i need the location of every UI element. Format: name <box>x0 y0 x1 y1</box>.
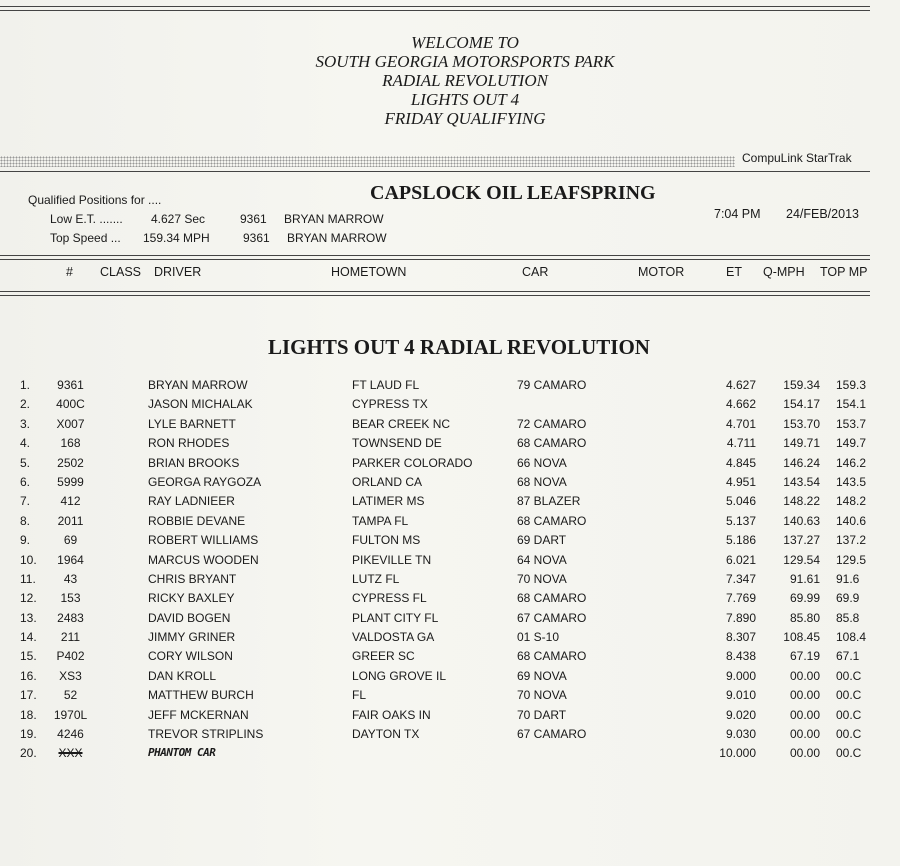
class-title: CAPSLOCK OIL LEAFSPRING <box>370 182 656 204</box>
result-car: 68 CAMARO <box>517 649 587 664</box>
result-hometown: BEAR CREEK NC <box>352 416 451 431</box>
result-driver: GEORGA RAYGOZA <box>148 474 262 489</box>
result-car-number: 4246 <box>57 727 84 742</box>
result-driver: PHANTOM CAR <box>148 746 216 760</box>
result-car-number: 168 <box>60 436 81 451</box>
result-car: 64 NOVA <box>517 552 567 567</box>
result-top-mph: 149.7 <box>836 436 867 451</box>
section-rule <box>0 171 870 172</box>
result-et: 9.010 <box>725 688 756 703</box>
result-car: 68 CAMARO <box>517 591 587 606</box>
col-car: CAR <box>522 265 549 279</box>
result-car: 01 S-10 <box>517 630 560 645</box>
result-driver: CORY WILSON <box>148 649 233 664</box>
result-car-number: 1970L <box>53 707 88 722</box>
result-row <box>0 494 900 513</box>
result-row <box>0 630 900 649</box>
result-top-mph: 159.3 <box>836 378 867 392</box>
col-num: # <box>66 265 73 279</box>
result-top-mph: 00.C <box>836 707 862 722</box>
top-speed-value: 159.34 MPH <box>143 231 210 245</box>
result-hometown: PLANT CITY FL <box>352 610 439 625</box>
result-position: 12. <box>20 591 37 606</box>
top-rule <box>0 6 870 7</box>
header-line-2: SOUTH GEORGIA MOTORSPORTS PARK <box>315 52 615 71</box>
result-qmph: 00.00 <box>789 746 820 761</box>
result-et: 4.845 <box>725 455 756 470</box>
result-hometown: FT LAUD FL <box>352 378 420 392</box>
result-row <box>0 436 900 455</box>
result-car: 87 BLAZER <box>517 494 581 509</box>
result-car: 70 DART <box>517 707 567 722</box>
result-position: 8. <box>20 513 31 528</box>
qualified-label: Qualified Positions for .... <box>28 193 162 207</box>
result-hometown: CYPRESS FL <box>352 591 427 606</box>
result-hometown: LUTZ FL <box>352 571 400 586</box>
result-et: 4.662 <box>725 397 756 412</box>
result-car-number: 211 <box>60 630 81 645</box>
event-header <box>250 33 680 128</box>
result-position: 3. <box>20 416 31 431</box>
low-et-label: Low E.T. ....... <box>50 212 123 226</box>
result-car-number: P402 <box>56 649 85 664</box>
result-position: 6. <box>20 474 31 489</box>
result-driver: BRYAN MARROW <box>148 378 248 392</box>
result-car-number: X007 <box>56 416 85 431</box>
results-table <box>0 378 900 766</box>
result-top-mph: 00.C <box>836 727 862 742</box>
result-driver: TREVOR STRIPLINS <box>148 727 264 742</box>
result-row <box>0 727 900 746</box>
result-driver: ROBBIE DEVANE <box>148 513 246 528</box>
result-qmph: 00.00 <box>789 688 820 703</box>
result-top-mph: 67.1 <box>836 649 860 664</box>
result-hometown: VALDOSTA GA <box>352 630 435 645</box>
result-top-mph: 140.6 <box>836 513 867 528</box>
result-et: 8.307 <box>725 630 756 645</box>
result-qmph: 143.54 <box>783 474 820 489</box>
result-qmph: 91.61 <box>789 571 820 586</box>
result-hometown: TOWNSEND DE <box>352 436 442 451</box>
result-car-number: 43 <box>63 571 78 586</box>
low-et-value: 4.627 Sec <box>151 212 206 226</box>
result-position: 2. <box>20 397 31 412</box>
result-et: 8.438 <box>725 649 756 664</box>
result-position: 10. <box>20 552 37 567</box>
col-qmph: Q-MPH <box>763 265 805 279</box>
result-car: 72 CAMARO <box>517 416 587 431</box>
result-driver: DAN KROLL <box>148 668 217 683</box>
result-top-mph: 108.4 <box>836 630 867 645</box>
result-car: 68 NOVA <box>517 474 567 489</box>
header-line-5: FRIDAY QUALIFYING <box>384 109 546 128</box>
result-row <box>0 456 900 475</box>
result-hometown: FAIR OAKS IN <box>352 707 431 722</box>
result-hometown: GREER SC <box>352 649 415 664</box>
result-car: 69 DART <box>517 533 567 548</box>
result-qmph: 129.54 <box>783 552 820 567</box>
result-car: 67 CAMARO <box>517 610 587 625</box>
column-rule-top-2 <box>0 259 870 260</box>
result-car-number: 2483 <box>57 610 84 625</box>
result-position: 20. <box>20 746 37 761</box>
result-car-number: XS3 <box>59 668 82 683</box>
result-car: 79 CAMARO <box>517 378 587 392</box>
column-rule-bottom-2 <box>0 295 870 296</box>
result-et: 5.186 <box>725 533 756 548</box>
result-et: 9.020 <box>725 707 756 722</box>
top-speed-driver: BRYAN MARROW <box>287 231 387 245</box>
result-driver: MATTHEW BURCH <box>148 688 254 703</box>
result-car-number: 1964 <box>57 552 84 567</box>
header-line-4: LIGHTS OUT 4 <box>410 90 520 109</box>
result-driver: RON RHODES <box>148 436 230 451</box>
result-car-number: 69 <box>63 533 78 548</box>
result-hometown: PIKEVILLE TN <box>352 552 432 567</box>
result-row <box>0 611 900 630</box>
result-car-number: 153 <box>60 591 81 606</box>
result-et: 4.701 <box>725 416 756 431</box>
result-position: 16. <box>20 668 37 683</box>
result-car-number: 400C <box>56 397 85 412</box>
result-car-number: 2011 <box>57 513 84 528</box>
result-qmph: 146.24 <box>783 455 820 470</box>
result-row <box>0 533 900 552</box>
result-driver: JEFF MCKERNAN <box>148 707 249 722</box>
result-top-mph: 148.2 <box>836 494 867 509</box>
result-car: 68 CAMARO <box>517 513 587 528</box>
result-car: 70 NOVA <box>517 688 567 703</box>
col-et: ET <box>726 265 742 279</box>
result-driver: MARCUS WOODEN <box>148 552 259 567</box>
result-row <box>0 417 900 436</box>
result-row <box>0 514 900 533</box>
result-car-number: 412 <box>60 494 81 509</box>
result-row <box>0 669 900 688</box>
result-row <box>0 746 900 765</box>
result-position: 11. <box>20 571 36 586</box>
col-topmph: TOP MP <box>820 265 868 279</box>
result-car: 67 CAMARO <box>517 727 587 742</box>
result-qmph: 140.63 <box>783 513 820 528</box>
result-car: 69 NOVA <box>517 668 567 683</box>
header-line-1: WELCOME TO <box>411 33 519 52</box>
result-car-number: 9361 <box>57 378 84 392</box>
result-hometown: PARKER COLORADO <box>352 455 473 470</box>
result-et: 7.769 <box>725 591 756 606</box>
result-hometown: DAYTON TX <box>352 727 420 742</box>
result-driver: LYLE BARNETT <box>148 416 236 431</box>
result-row <box>0 378 900 397</box>
system-label: CompuLink StarTrak <box>742 151 852 165</box>
column-rule-bottom <box>0 291 870 292</box>
result-row <box>0 475 900 494</box>
result-driver: JIMMY GRINER <box>148 630 236 645</box>
result-et: 7.347 <box>725 571 756 586</box>
result-qmph: 153.70 <box>783 416 820 431</box>
result-position: 19. <box>20 727 37 742</box>
result-hometown: FL <box>352 688 367 703</box>
result-car: 66 NOVA <box>517 455 567 470</box>
section-title: LIGHTS OUT 4 RADIAL REVOLUTION <box>268 335 650 359</box>
result-qmph: 108.45 <box>783 630 820 645</box>
result-qmph: 85.80 <box>789 610 820 625</box>
result-top-mph: 146.2 <box>836 455 867 470</box>
result-top-mph: 154.1 <box>836 397 867 412</box>
result-driver: ROBERT WILLIAMS <box>148 533 259 548</box>
result-top-mph: 143.5 <box>836 474 867 489</box>
result-position: 1. <box>20 378 31 392</box>
result-position: 9. <box>20 533 31 548</box>
result-top-mph: 00.C <box>836 688 862 703</box>
result-top-mph: 00.C <box>836 746 862 761</box>
col-hometown: HOMETOWN <box>331 265 407 279</box>
result-top-mph: 153.7 <box>836 416 867 431</box>
result-driver: JASON MICHALAK <box>148 397 253 412</box>
result-car-number: 52 <box>63 688 78 703</box>
result-et: 7.890 <box>725 610 756 625</box>
result-position: 5. <box>20 455 31 470</box>
result-hometown: FULTON MS <box>352 533 421 548</box>
result-position: 7. <box>20 494 31 509</box>
report-time: 7:04 PM <box>714 207 761 221</box>
result-top-mph: 137.2 <box>836 533 867 548</box>
result-row <box>0 688 900 707</box>
result-qmph: 154.17 <box>783 397 820 412</box>
result-qmph: 149.71 <box>783 436 820 451</box>
low-et-driver: BRYAN MARROW <box>284 212 384 226</box>
result-hometown: LATIMER MS <box>352 494 425 509</box>
result-position: 4. <box>20 436 31 451</box>
col-driver: DRIVER <box>154 265 202 279</box>
result-et: 6.021 <box>725 552 756 567</box>
result-qmph: 00.00 <box>789 707 820 722</box>
result-position: 18. <box>20 707 37 722</box>
result-driver: DAVID BOGEN <box>148 610 231 625</box>
result-position: 13. <box>20 610 37 625</box>
result-qmph: 137.27 <box>783 533 820 548</box>
top-speed-label: Top Speed ... <box>50 231 121 245</box>
header-line-3: RADIAL REVOLUTION <box>382 71 548 90</box>
result-top-mph: 129.5 <box>836 552 867 567</box>
result-row <box>0 708 900 727</box>
result-qmph: 159.34 <box>783 378 820 392</box>
result-et: 5.137 <box>725 513 756 528</box>
result-et: 9.000 <box>725 668 756 683</box>
result-driver: CHRIS BRYANT <box>148 571 237 586</box>
result-position: 15. <box>20 649 37 664</box>
result-row <box>0 649 900 668</box>
report-date: 24/FEB/2013 <box>786 207 859 221</box>
result-qmph: 69.99 <box>789 591 820 606</box>
low-et-car: 9361 <box>240 212 267 226</box>
top-rule-2 <box>0 10 870 11</box>
result-qmph: 00.00 <box>789 727 820 742</box>
result-et: 4.951 <box>725 474 756 489</box>
result-car: 68 CAMARO <box>517 436 587 451</box>
col-motor: MOTOR <box>638 265 685 279</box>
column-rule-top <box>0 255 870 256</box>
result-qmph: 00.00 <box>789 668 820 683</box>
result-et: 9.030 <box>725 727 756 742</box>
result-top-mph: 85.8 <box>836 610 860 625</box>
result-qmph: 67.19 <box>789 649 820 664</box>
result-et: 5.046 <box>725 494 756 509</box>
result-hometown: ORLAND CA <box>352 474 423 489</box>
top-speed-car: 9361 <box>243 231 270 245</box>
result-car-number: XXX <box>58 746 83 761</box>
result-row <box>0 572 900 591</box>
result-hometown: TAMPA FL <box>352 513 409 528</box>
result-qmph: 148.22 <box>783 494 820 509</box>
result-position: 17. <box>20 688 37 703</box>
result-top-mph: 69.9 <box>836 591 860 606</box>
result-driver: RICKY BAXLEY <box>148 591 235 606</box>
result-driver: RAY LADNIEER <box>148 494 235 509</box>
result-top-mph: 91.6 <box>836 571 860 586</box>
result-row <box>0 591 900 610</box>
result-car-number: 2502 <box>57 455 84 470</box>
result-car: 70 NOVA <box>517 571 567 586</box>
result-driver: BRIAN BROOKS <box>148 455 240 470</box>
result-hometown: CYPRESS TX <box>352 397 428 412</box>
result-et: 10.000 <box>719 746 756 761</box>
result-row <box>0 397 900 416</box>
result-car-number: 5999 <box>57 474 84 489</box>
result-et: 4.627 <box>725 378 756 392</box>
result-top-mph: 00.C <box>836 668 862 683</box>
result-et: 4.711 <box>726 436 756 451</box>
dotted-separator <box>0 156 735 167</box>
col-class: CLASS <box>100 265 141 279</box>
result-hometown: LONG GROVE IL <box>352 668 447 683</box>
result-position: 14. <box>20 630 37 645</box>
result-row <box>0 553 900 572</box>
